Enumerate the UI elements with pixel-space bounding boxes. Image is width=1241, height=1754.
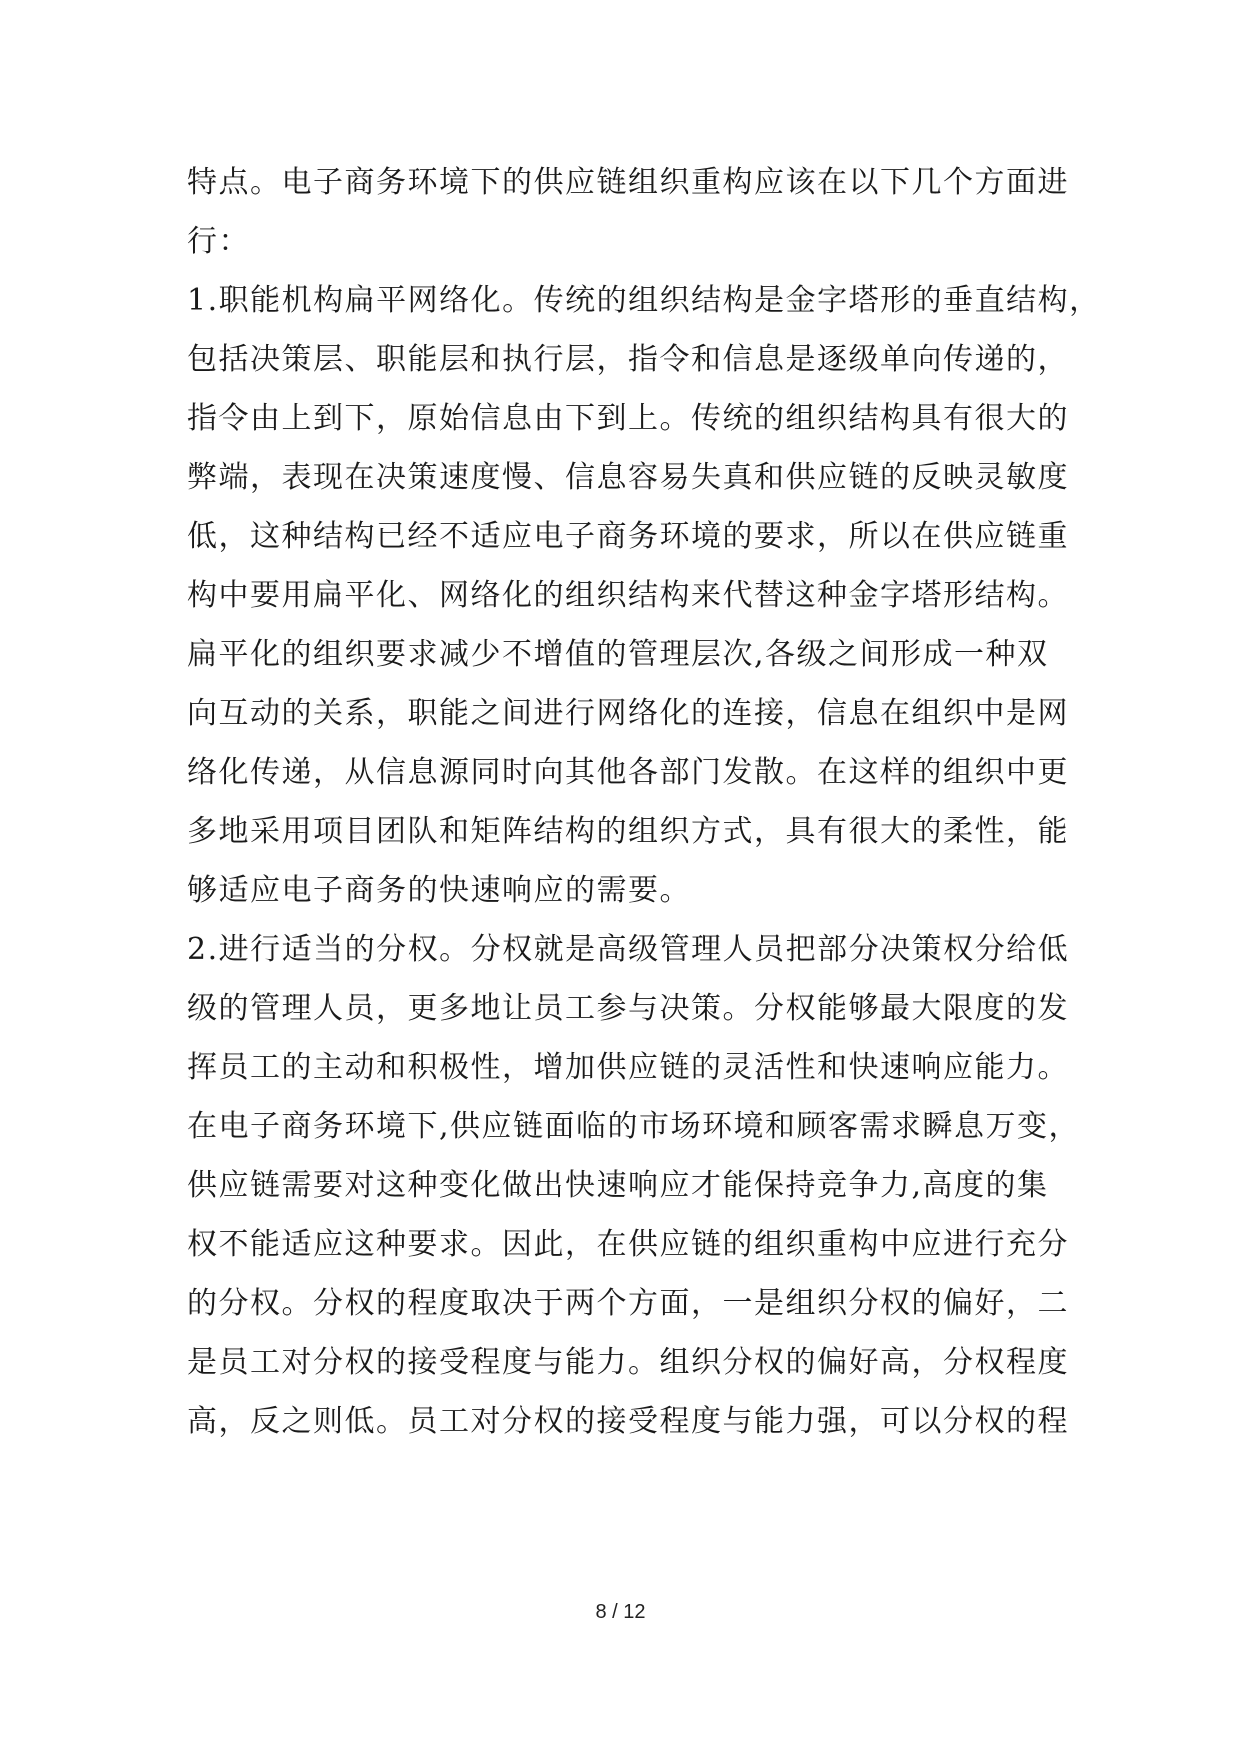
- text-line: 行：: [187, 224, 250, 259]
- text-line: 是员工对分权的接受程度与能力。组织分权的偏好高，分权程度: [187, 1345, 1069, 1380]
- text-line: 1.职能机构扁平网络化。传统的组织结构是金字塔形的垂直结构，: [187, 283, 1101, 318]
- text-line: 向互动的关系，职能之间进行网络化的连接，信息在组织中是网: [187, 696, 1069, 731]
- text-line: 构中要用扁平化、网络化的组织结构来代替这种金字塔形结构。: [187, 578, 1069, 613]
- text-line: 包括决策层、职能层和执行层，指令和信息是逐级单向传递的，: [187, 342, 1069, 377]
- page-number: 8 / 12: [595, 1601, 646, 1623]
- text-line: 挥员工的主动和积极性，增加供应链的灵活性和快速响应能力。: [187, 1050, 1069, 1085]
- text-line: 的分权。分权的程度取决于两个方面，一是组织分权的偏好，二: [187, 1286, 1069, 1321]
- text-line: 2.进行适当的分权。分权就是高级管理人员把部分决策权分给低: [187, 932, 1070, 967]
- text-line: 多地采用项目团队和矩阵结构的组织方式，具有很大的柔性，能: [187, 814, 1069, 849]
- text-line: 络化传递，从信息源同时向其他各部门发散。在这样的组织中更: [187, 755, 1069, 790]
- text-line: 弊端，表现在决策速度慢、信息容易失真和供应链的反映灵敏度: [187, 460, 1069, 495]
- text-line: 权不能适应这种要求。因此，在供应链的组织重构中应进行充分: [187, 1227, 1069, 1262]
- text-line: 在电子商务环境下,供应链面临的市场环境和顾客需求瞬息万变，: [187, 1109, 1081, 1144]
- text-line: 扁平化的组织要求减少不增值的管理层次,各级之间形成一种双: [187, 637, 1049, 672]
- text-line: 指令由上到下，原始信息由下到上。传统的组织结构具有很大的: [187, 401, 1069, 436]
- text-line: 供应链需要对这种变化做出快速响应才能保持竞争力,高度的集: [187, 1168, 1049, 1203]
- text-line: 特点。电子商务环境下的供应链组织重构应该在以下几个方面进: [187, 165, 1069, 200]
- text-line: 级的管理人员，更多地让员工参与决策。分权能够最大限度的发: [187, 991, 1069, 1026]
- text-line: 高，反之则低。员工对分权的接受程度与能力强，可以分权的程: [187, 1404, 1069, 1439]
- text-line: 低，这种结构已经不适应电子商务环境的要求，所以在供应链重: [187, 519, 1069, 554]
- text-line: 够适应电子商务的快速响应的需要。: [187, 873, 691, 908]
